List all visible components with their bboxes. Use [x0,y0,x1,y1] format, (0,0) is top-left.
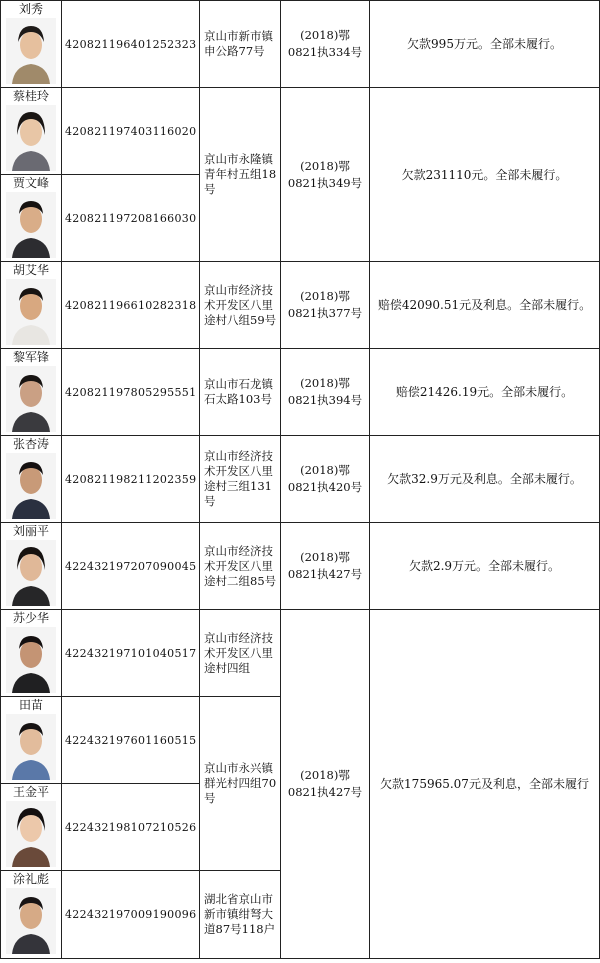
case-number [281,610,370,959]
table-row [1,349,600,436]
address: 京山市经济技术开发区八里途村二组85号 [200,523,281,610]
case-number-line-2: 0821执334号 [287,45,363,59]
photo-cell [1,697,62,784]
enforcement-detail: 欠款175965.07元及利息，全部未履行 [370,610,600,959]
id-number: 420821197208166030 [62,175,200,262]
enforcement-detail: 欠款231110元。全部未履行。 [370,88,600,262]
person-name: 胡艾华 [12,263,49,277]
enforcement-detail: 欠款2.9万元。全部未履行。 [370,523,600,610]
portrait-photo [6,888,56,954]
id-number: 422432197601160515 [62,697,200,784]
address: 京山市永隆镇青年村五组18号 [200,88,281,262]
address: 京山市经济技术开发区八里途村四组 [200,610,281,697]
photo-cell [1,88,62,175]
id-number: 420821197403116020 [62,88,200,175]
portrait-photo [6,105,56,171]
portrait-photo [6,714,56,780]
person-name: 苏少华 [12,611,49,625]
address: 京山市永兴镇群光村四组70号 [200,697,281,871]
person-name: 黎军锋 [12,350,49,364]
table-row [1,262,600,349]
case-number-line-2: 0821执349号 [287,175,363,190]
case-number-line-2: 0821执427号 [287,785,363,799]
person-name: 田苗 [18,698,43,712]
address: 京山市经济技术开发区八里途村三组131号 [200,436,281,523]
case-number [281,88,370,262]
photo-cell [1,175,62,262]
table-row [1,88,600,175]
person-name: 王金平 [12,785,49,799]
person-name: 刘丽平 [12,524,49,538]
address: 京山市石龙镇石太路103号 [200,349,281,436]
address: 湖北省京山市新市镇绀弩大道87号118户 [200,871,281,959]
case-number [281,349,370,436]
id-number: 420821196401252323 [62,1,200,88]
table-row [1,610,600,697]
id-number: 420821198211202359 [62,436,200,523]
photo-cell [1,436,62,523]
table-row [1,523,600,610]
table-row [1,1,600,88]
enforcement-detail: 欠款995万元。全部未履行。 [370,1,600,88]
case-number [281,523,370,610]
case-number-line-1: (2018)鄂 [300,463,350,477]
portrait-photo [6,366,56,432]
case-number-line-1: (2018)鄂 [300,768,350,782]
address: 京山市经济技术开发区八里途村八组59号 [200,262,281,349]
person-name: 张杏涛 [12,437,49,451]
case-number [281,436,370,523]
portrait-photo [6,18,56,84]
id-number: 422432197101040517 [62,610,200,697]
person-name: 刘秀 [18,2,43,16]
id-number: 422432197009190096 [62,871,200,959]
photo-cell [1,523,62,610]
id-number: 422432197207090045 [62,523,200,610]
id-number: 422432198107210526 [62,784,200,871]
case-number-line-2: 0821执394号 [287,393,363,407]
case-number-line-1: (2018)鄂 [300,28,350,42]
photo-cell [1,784,62,871]
case-number-line-2: 0821执420号 [287,480,363,494]
portrait-photo [6,801,56,867]
portrait-photo [6,540,56,606]
enforcement-detail: 赔偿21426.19元。全部未履行。 [370,349,600,436]
case-number-line-1: (2018)鄂 [300,376,350,390]
case-number [281,262,370,349]
enforcement-detail: 欠款32.9万元及利息。全部未履行。 [370,436,600,523]
person-name: 贾文峰 [12,176,49,190]
photo-cell [1,871,62,959]
case-number-line-2: 0821执427号 [287,567,363,581]
id-number: 420821197805295551 [62,349,200,436]
portrait-photo [6,453,56,519]
photo-cell [1,349,62,436]
table-row [1,436,600,523]
address: 京山市新市镇申公路77号 [200,1,281,88]
portrait-photo [6,192,56,258]
photo-cell [1,262,62,349]
case-number-line-1: (2018)鄂 [300,289,350,303]
person-name: 涂礼彪 [12,872,49,886]
enforcement-detail: 赔偿42090.51元及利息。全部未履行。 [370,262,600,349]
case-number-line-1: (2018)鄂 [300,158,350,173]
case-number [281,1,370,88]
id-number: 420821196610282318 [62,262,200,349]
photo-cell [1,610,62,697]
case-number-line-1: (2018)鄂 [300,550,350,564]
photo-cell [1,1,62,88]
case-number-line-2: 0821执377号 [287,306,363,320]
portrait-photo [6,279,56,345]
portrait-photo [6,627,56,693]
person-name: 蔡桂玲 [12,89,49,103]
